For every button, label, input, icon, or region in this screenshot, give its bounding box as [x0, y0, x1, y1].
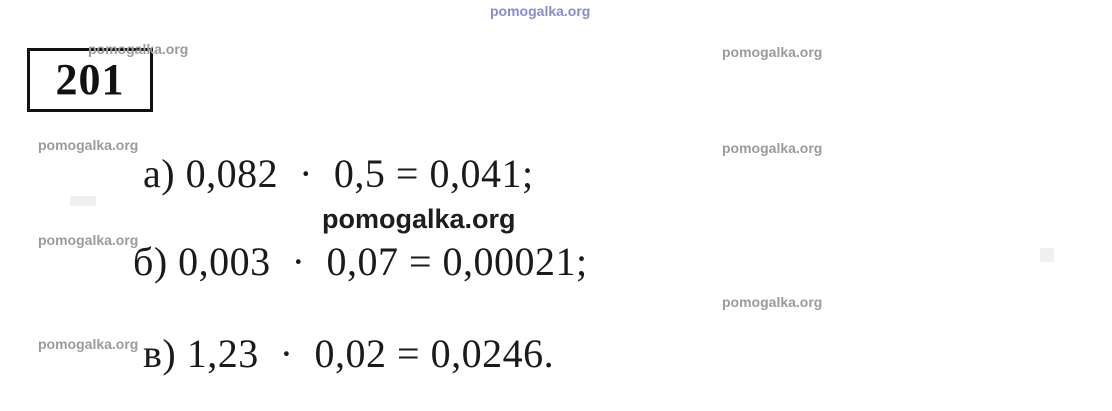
watermark: pomogalka.org [722, 44, 823, 60]
equation-line-b: б) 0,003 · 0,07 = 0,00021; [133, 239, 588, 284]
equation-line-a: а) 0,082 · 0,5 = 0,041; [143, 151, 534, 196]
scan-smudge [70, 196, 96, 206]
watermark-center: pomogalka.org [322, 204, 516, 234]
watermark: pomogalka.org [38, 137, 139, 153]
exercise-number-box [27, 48, 153, 112]
watermark: pomogalka.org [722, 294, 823, 310]
watermark: pomogalka.org [490, 3, 591, 19]
exercise-number: 201 [55, 55, 125, 104]
scan-smudge [1040, 248, 1054, 262]
watermark: pomogalka.org [38, 232, 139, 248]
watermark: pomogalka.org [722, 140, 823, 156]
watermark: pomogalka.org [38, 336, 139, 352]
equation-line-v: в) 1,23 · 0,02 = 0,0246. [143, 331, 555, 376]
watermark: pomogalka.org [88, 41, 189, 57]
